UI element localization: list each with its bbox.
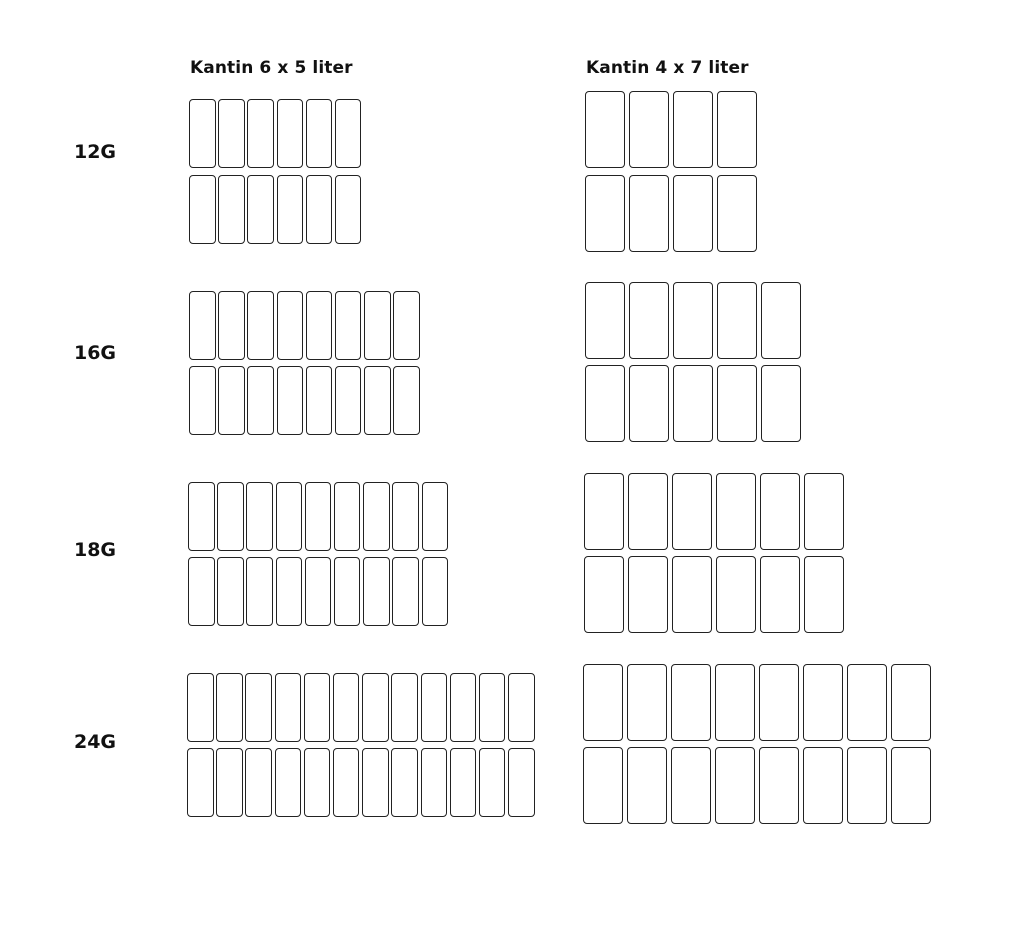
canister-cell <box>759 747 799 824</box>
canister-cell <box>716 556 756 633</box>
canister-cell <box>189 99 216 168</box>
canister-cell <box>759 664 799 741</box>
canister-cell <box>306 175 333 244</box>
canister-cell <box>335 99 362 168</box>
canister-row <box>187 673 535 742</box>
canister-cell <box>847 747 887 824</box>
canister-cell <box>277 291 304 360</box>
canister-cell <box>334 482 361 551</box>
canister-cell <box>804 556 844 633</box>
canister-cell <box>672 556 712 633</box>
canister-cell <box>715 664 755 741</box>
canister-cell <box>717 282 757 359</box>
canister-cell <box>305 557 332 626</box>
canister-cell <box>218 175 245 244</box>
canister-cell <box>671 747 711 824</box>
canister-cell <box>450 673 477 742</box>
canister-cell <box>392 557 419 626</box>
canister-cell <box>335 291 362 360</box>
canister-cell <box>584 473 624 550</box>
canister-cell <box>422 482 449 551</box>
canister-cell <box>364 366 391 435</box>
canister-row <box>585 365 801 442</box>
canister-cell <box>362 748 389 817</box>
canister-cell <box>761 365 801 442</box>
canister-cell <box>363 482 390 551</box>
canister-cell <box>335 366 362 435</box>
canister-row <box>585 175 757 252</box>
canister-cell <box>585 91 625 168</box>
canister-cell <box>218 366 245 435</box>
canister-cell <box>275 673 302 742</box>
canister-cell <box>628 556 668 633</box>
canister-cell <box>672 473 712 550</box>
canister-cell <box>275 748 302 817</box>
canister-cell <box>583 664 623 741</box>
canister-cell <box>362 673 389 742</box>
canister-cell <box>629 175 669 252</box>
canister-cell <box>760 473 800 550</box>
canister-cell <box>673 282 713 359</box>
canister-cell <box>276 482 303 551</box>
canister-cell <box>585 282 625 359</box>
canister-cell <box>333 748 360 817</box>
canister-cell <box>306 291 333 360</box>
canister-cell <box>247 99 274 168</box>
canister-cell <box>392 482 419 551</box>
canister-cell <box>364 291 391 360</box>
canister-cell <box>189 291 216 360</box>
canister-cell <box>187 673 214 742</box>
canister-cell <box>627 747 667 824</box>
canister-cell <box>333 673 360 742</box>
canister-row <box>188 557 448 626</box>
canister-row <box>585 91 757 168</box>
canister-row <box>584 556 844 633</box>
canister-cell <box>246 557 273 626</box>
canister-cell <box>189 175 216 244</box>
canister-cell <box>421 673 448 742</box>
canister-cell <box>761 282 801 359</box>
canister-cell <box>187 748 214 817</box>
canister-cell <box>393 291 420 360</box>
canister-cell <box>585 365 625 442</box>
canister-cell <box>891 664 931 741</box>
canister-row <box>188 482 448 551</box>
canister-cell <box>216 748 243 817</box>
canister-cell <box>479 748 506 817</box>
canister-cell <box>393 366 420 435</box>
canister-cell <box>306 99 333 168</box>
canister-cell <box>671 664 711 741</box>
column-title-6x5: Kantin 6 x 5 liter <box>190 58 353 78</box>
canister-cell <box>277 175 304 244</box>
canister-cell <box>673 91 713 168</box>
canister-cell <box>583 747 623 824</box>
canister-cell <box>335 175 362 244</box>
canister-cell <box>585 175 625 252</box>
canister-row <box>189 291 420 360</box>
row-label-18g: 18G <box>73 539 117 561</box>
canister-cell <box>391 748 418 817</box>
canister-cell <box>847 664 887 741</box>
canister-cell <box>717 365 757 442</box>
canister-cell <box>673 175 713 252</box>
canister-cell <box>673 365 713 442</box>
canister-cell <box>277 366 304 435</box>
canister-cell <box>217 482 244 551</box>
canister-cell <box>304 673 331 742</box>
canister-cell <box>189 366 216 435</box>
canister-cell <box>804 473 844 550</box>
canister-cell <box>629 365 669 442</box>
canister-cell <box>245 673 272 742</box>
row-label-12g: 12G <box>73 141 117 163</box>
canister-cell <box>891 747 931 824</box>
canister-cell <box>508 673 535 742</box>
canister-cell <box>217 557 244 626</box>
canister-cell <box>218 291 245 360</box>
canister-cell <box>715 747 755 824</box>
canister-row <box>584 473 844 550</box>
canister-cell <box>629 91 669 168</box>
canister-cell <box>246 482 273 551</box>
canister-cell <box>247 366 274 435</box>
canister-cell <box>629 282 669 359</box>
canister-row <box>583 747 931 824</box>
canister-cell <box>450 748 477 817</box>
canister-cell <box>188 482 215 551</box>
canister-cell <box>584 556 624 633</box>
canister-cell <box>277 99 304 168</box>
canister-cell <box>305 482 332 551</box>
canister-cell <box>363 557 390 626</box>
canister-cell <box>479 673 506 742</box>
canister-cell <box>306 366 333 435</box>
canister-cell <box>717 175 757 252</box>
canister-cell <box>422 557 449 626</box>
canister-cell <box>716 473 756 550</box>
canister-cell <box>760 556 800 633</box>
canister-cell <box>803 747 843 824</box>
canister-cell <box>717 91 757 168</box>
canister-cell <box>628 473 668 550</box>
canister-row <box>187 748 535 817</box>
canister-row <box>189 99 361 168</box>
canister-cell <box>391 673 418 742</box>
canister-cell <box>627 664 667 741</box>
canister-row <box>585 282 801 359</box>
canister-cell <box>188 557 215 626</box>
canister-cell <box>803 664 843 741</box>
canister-cell <box>508 748 535 817</box>
canister-row <box>583 664 931 741</box>
canister-cell <box>247 291 274 360</box>
row-label-24g: 24G <box>73 731 117 753</box>
canister-cell <box>247 175 274 244</box>
canister-cell <box>245 748 272 817</box>
canister-row <box>189 366 420 435</box>
row-label-16g: 16G <box>73 342 117 364</box>
column-title-4x7: Kantin 4 x 7 liter <box>586 58 749 78</box>
canister-cell <box>218 99 245 168</box>
canister-cell <box>216 673 243 742</box>
canister-cell <box>304 748 331 817</box>
canister-cell <box>334 557 361 626</box>
canister-row <box>189 175 361 244</box>
canister-cell <box>421 748 448 817</box>
canister-cell <box>276 557 303 626</box>
